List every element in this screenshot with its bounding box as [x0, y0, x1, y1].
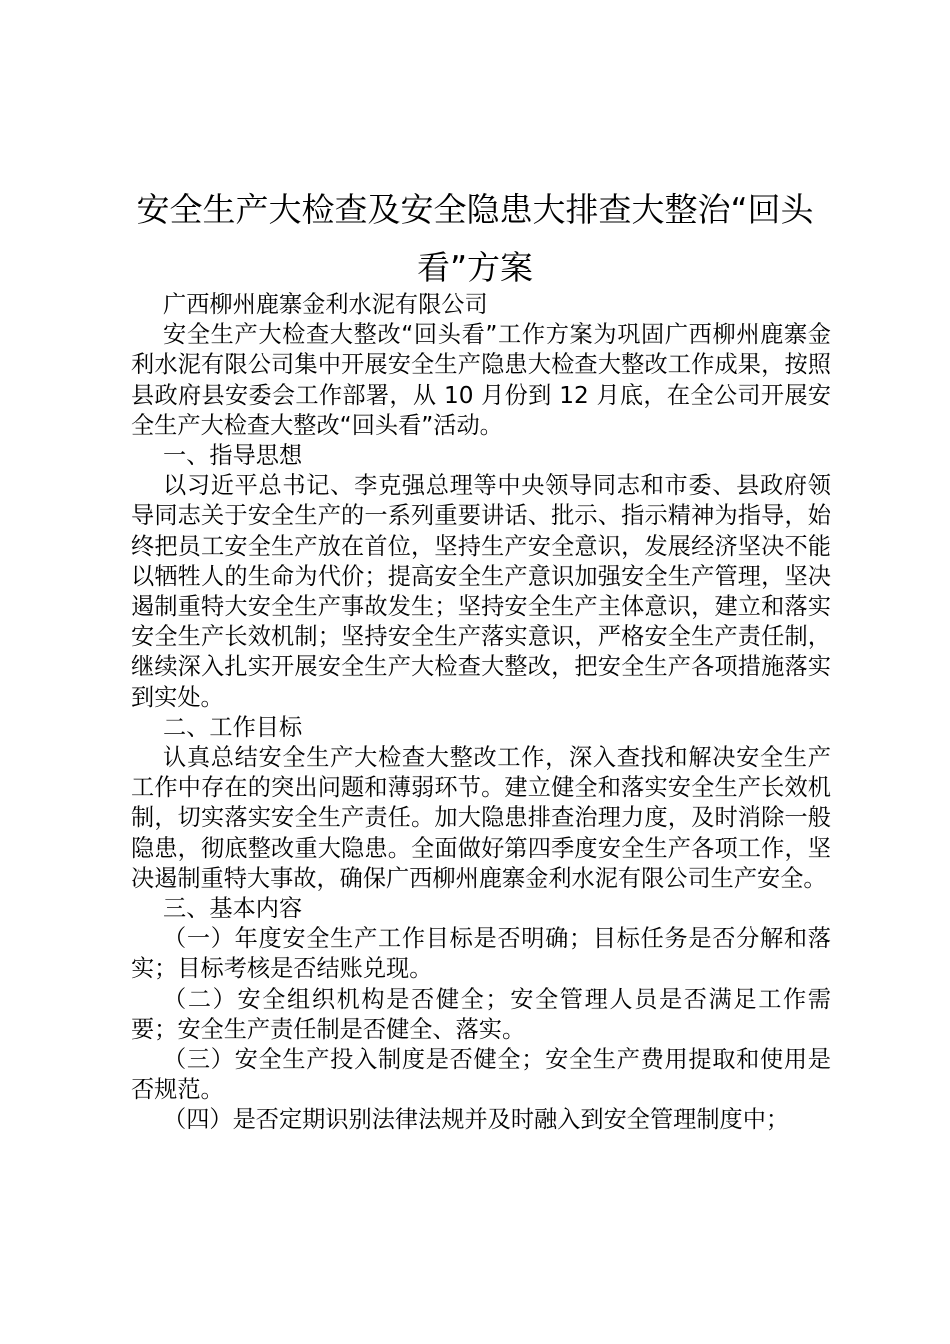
- document-title: 安全生产大检查及安全隐患大排查大整治“回头看”方案: [136, 190, 814, 287]
- basic-content-item-4: （四）是否定期识别法律法规并及时融入到安全管理制度中；: [163, 1106, 790, 1134]
- work-goals-paragraph: 认真总结安全生产大检查大整改工作，深入查找和解决安全生产工作中存在的突出问题和薄弱环节。建立健全和落实安全生产长效机制，切实落实安全生产责任。加大隐患排查治理力度，及时消除一般隐患，彻底整改重大隐患。全面做好第四季度安全生产各项工作，坚决遏制重特大事故，确保广西柳州鹿寨金利水泥有限公司生产安全。: [131, 744, 831, 892]
- section-heading-work-goals: 二、工作目标: [163, 713, 303, 741]
- basic-content-item-3: （三）安全生产投入制度是否健全；安全生产费用提取和使用是否规范。: [131, 1046, 831, 1104]
- company-name: 广西柳州鹿寨金利水泥有限公司: [163, 291, 488, 318]
- section-heading-guiding-ideology: 一、指导思想: [163, 442, 303, 470]
- basic-content-item-2: （二）安全组织机构是否健全；安全管理人员是否满足工作需要；安全生产责任制是否健全、落实。: [131, 985, 831, 1043]
- intro-paragraph: 安全生产大检查大整改“回头看”工作方案为巩固广西柳州鹿寨金利水泥有限公司集中开展安全生产隐患大检查大整改工作成果，按照县政府县安委会工作部署，从 10 月份到 12 月底，在全公司开展安全生产大检查大整改“回头看”活动。: [131, 321, 831, 439]
- basic-content-item-1: （一）年度安全生产工作目标是否明确；目标任务是否分解和落实；目标考核是否结账兑现。: [131, 925, 831, 983]
- guiding-ideology-paragraph: 以习近平总书记、李克强总理等中央领导同志和市委、县政府领导同志关于安全生产的一系列重要讲话、批示、指示精神为指导，始终把员工安全生产放在首位，坚持生产安全意识，发展经济坚决不能以牺牲人的生命为代价；提高安全生产意识加强安全生产管理，坚决遏制重特大安全生产事故发生；坚持安全生产主体意识，建立和落实安全生产长效机制；坚持安全生产落实意识，严格安全生产责任制，继续深入扎实开展安全生产大检查大整改，把安全生产各项措施落实到实处。: [131, 472, 831, 711]
- section-heading-basic-content: 三、基本内容: [163, 895, 303, 923]
- document-body: [131, 290, 831, 1136]
